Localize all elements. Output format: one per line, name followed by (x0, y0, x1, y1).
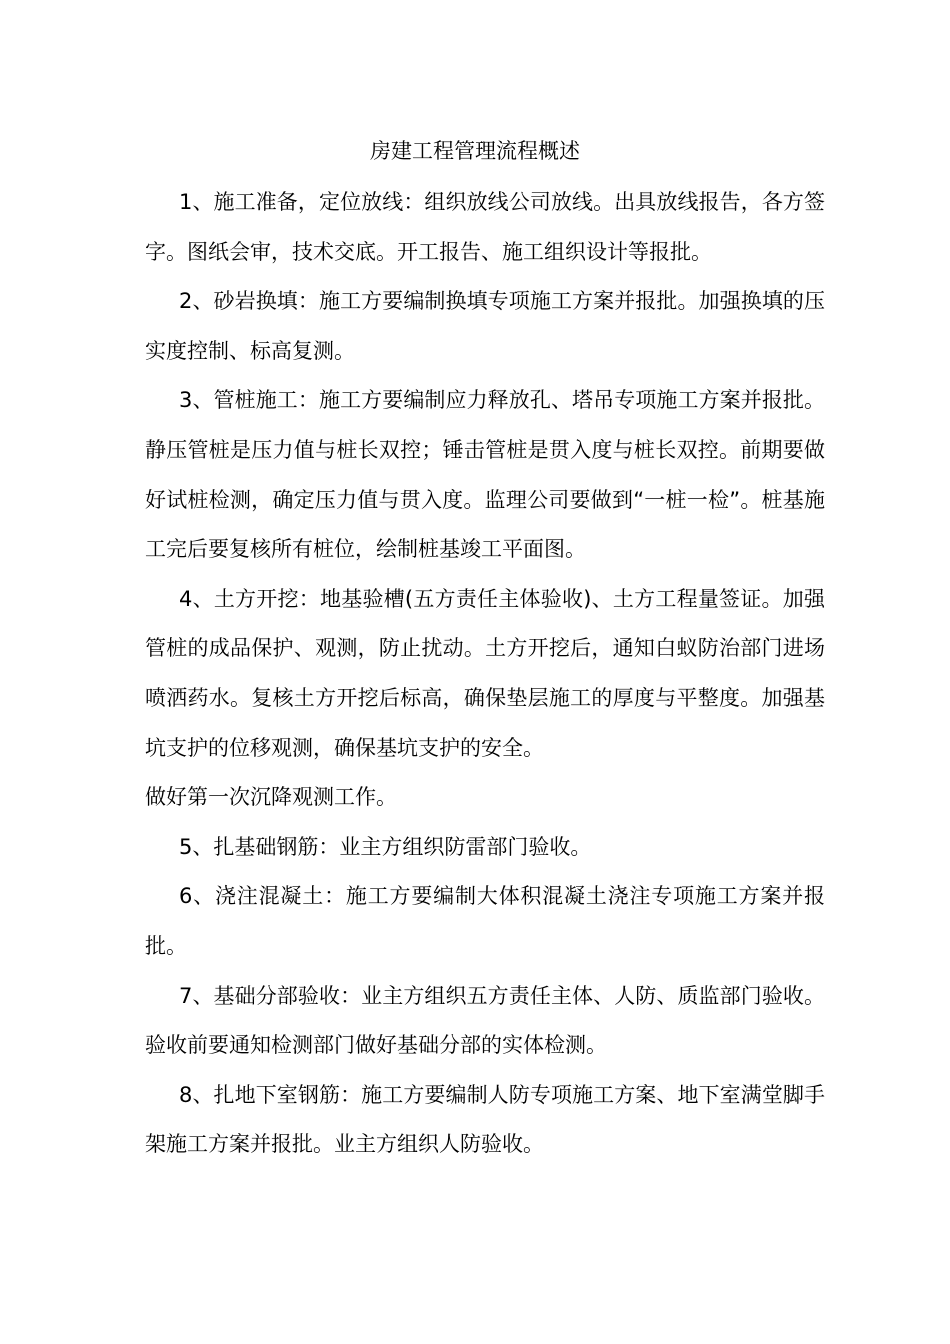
paragraph-step-7: 7、基础分部验收：业主方组织五方责任主体、人防、质监部门验收。验收前要通知检测部门做好基础分部的实体检测。 (145, 983, 825, 1058)
paragraph-step-2: 2、砂岩换填：施工方要编制换填专项施工方案并报批。加强换填的压实度控制、标高复测。 (145, 289, 825, 363)
document-title: 房建工程管理流程概述 (370, 139, 580, 163)
paragraph-step-4-text: 4、土方开挖：地基验槽(五方责任主体验收)、土方工程量签证。加强管桩的成品保护、观测，防止扰动。土方开挖后，通知白蚁防治部门进场喷洒药水。复核土方开挖后标高，确保垫层施工的厚度与平整度。加强基坑支护的位移观测，确保基坑支护的安全。 (145, 586, 825, 760)
paragraph-step-1: 1、施工准备，定位放线：组织放线公司放线。出具放线报告，各方签字。图纸会审，技术交底。开工报告、施工组织设计等报批。 (145, 190, 825, 264)
paragraph-step-8: 8、扎地下室钢筋：施工方要编制人防专项施工方案、地下室满堂脚手架施工方案并报批。业主方组织人防验收。 (145, 1082, 825, 1157)
paragraph-settlement-note: 做好第一次沉降观测工作。 (145, 785, 397, 810)
paragraph-step-4 (145, 575, 825, 773)
document-body (145, 178, 825, 1170)
paragraph-step-3: 3、管桩施工：施工方要编制应力释放孔、塔吊专项施工方案并报批。静压管桩是压力值与桩长双控；锤击管桩是贯入度与桩长双控。前期要做好试桩检测，确定压力值与贯入度。监理公司要做到“一桩一检”。桩基施工完后要复核所有桩位，绘制桩基竣工平面图。 (145, 388, 825, 562)
paragraph-step-5: 5、扎基础钢筋：业主方组织防雷部门验收。 (179, 834, 592, 859)
paragraph-step-6: 6、浇注混凝土：施工方要编制大体积混凝土浇注专项施工方案并报批。 (145, 884, 825, 958)
